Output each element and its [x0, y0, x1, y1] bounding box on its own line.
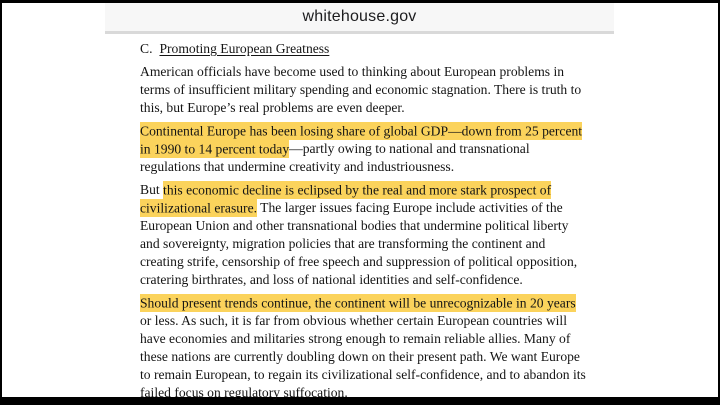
frame-border-left [0, 0, 2, 405]
paragraph [140, 181, 590, 289]
text-segment: or less. As such, it is far from obvious whether certain European countries will have economies and militaries strong enough to remain reliable allies. Many of these nations are currently doubling down on their present path. We want Europe to remain European, to regain its civilizational self-confidence, and to abandon its failed focus on regulatory suffocation. [140, 313, 586, 400]
highlighted-text: Continental Europe has been losing share of global GDP—down from 25 percent in 1990 to 14 percent today [140, 123, 583, 156]
paragraph [140, 63, 590, 117]
paragraph [140, 294, 590, 402]
highlighted-text: Should present trends continue, the continent will be unrecognizable in 20 years [140, 295, 576, 310]
section-heading [140, 40, 590, 58]
highlighted-text: this economic decline is eclipsed by the real and more stark prospect of civilizational erasure. [140, 182, 552, 215]
text-segment: But [140, 182, 164, 197]
paragraph [140, 122, 590, 176]
section-heading-prefix: C. [140, 41, 153, 56]
text-segment: American officials have become used to thinking about European problems in terms of insufficient military spending and economic stagnation. There is truth to this, but Europe’s real problems are even deeper. [140, 64, 582, 115]
text-segment: —partly owing to national and transnational regulations that undermine creativity and industriousness. [140, 141, 530, 174]
document-body [140, 40, 590, 407]
viewer-header-bar [105, 3, 614, 34]
section-heading-title: Promoting European Greatness [159, 41, 330, 56]
viewer-title: whitehouse.gov [302, 8, 417, 25]
text-segment: The larger issues facing Europe include activities of the European Union and other transnational bodies that undermine political liberty and sovereignty, migration policies that are transforming the continent and creating strife, censorship of free speech and suppression of political opposition, cratering birthrates, and loss of national identities and self-confidence. [140, 200, 578, 287]
